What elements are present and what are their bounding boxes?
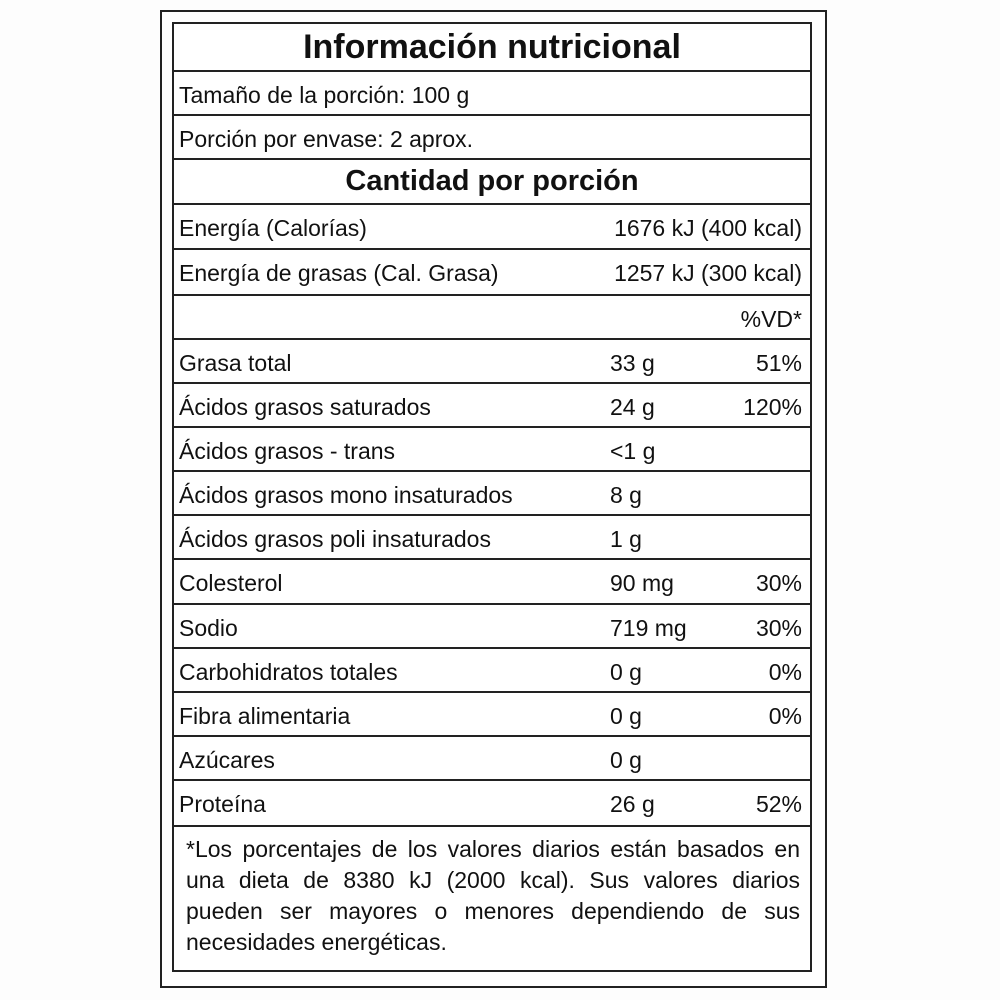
nutrient-amount: 26 g (610, 791, 655, 817)
table-title: Información nutricional (303, 28, 681, 66)
nutrient-label: Ácidos grasos poli insaturados (179, 526, 491, 552)
nutrient-label: Proteína (179, 791, 266, 817)
nutrient-amount: 0 g (610, 703, 642, 729)
nutrient-vd: 30% (755, 615, 802, 641)
nutrient-amount: 8 g (610, 482, 642, 508)
nutrient-row (174, 649, 810, 693)
energy-fat-value: 1257 kJ (300 kcal) (614, 260, 802, 286)
nutrient-amount: 0 g (610, 747, 642, 773)
nutrient-label: Grasa total (179, 350, 292, 376)
vd-header: %VD* (740, 306, 802, 332)
nutrient-label: Ácidos grasos saturados (179, 394, 431, 420)
nutrient-row (174, 472, 810, 516)
nutrient-label: Colesterol (179, 570, 283, 596)
nutrient-label: Azúcares (179, 747, 275, 773)
nutrient-label: Ácidos grasos mono insaturados (179, 482, 513, 508)
nutrition-facts-table (172, 22, 812, 972)
servings-per-container: Porción por envase: 2 aprox. (179, 126, 474, 152)
nutrient-amount: <1 g (610, 438, 656, 464)
nutrient-amount: 90 mg (610, 570, 674, 596)
nutrient-amount: 719 mg (610, 615, 687, 641)
nutrient-row (174, 560, 810, 605)
energy-fat-row (174, 250, 810, 296)
nutrient-vd: 0% (768, 703, 802, 729)
servings-per-container-row (174, 116, 810, 160)
energy-fat-label: Energía de grasas (Cal. Grasa) (179, 260, 499, 286)
nutrient-vd: 51% (755, 350, 802, 376)
nutrient-label: Ácidos grasos - trans (179, 438, 396, 464)
nutrient-vd: 0% (768, 659, 802, 685)
nutrient-row (174, 428, 810, 472)
amount-header-row (174, 160, 810, 205)
nutrient-label: Fibra alimentaria (179, 703, 351, 729)
footnote: *Los porcentajes de los valores diarios están basados en una dieta de 8380 kJ (2000 kcal). Sus valores diarios pueden ser mayores o menores dependiendo de sus necesidades energéticas. (186, 836, 800, 955)
nutrient-row (174, 737, 810, 781)
serving-size: Tamaño de la porción: 100 g (179, 82, 470, 108)
nutrient-amount: 33 g (610, 350, 655, 376)
nutrient-row (174, 693, 810, 737)
nutrient-amount: 0 g (610, 659, 642, 685)
nutrient-row (174, 605, 810, 649)
serving-size-row (174, 72, 810, 116)
energy-row (174, 205, 810, 250)
nutrient-row (174, 781, 810, 827)
vd-header-row (174, 296, 810, 340)
nutrient-amount: 24 g (610, 394, 655, 420)
nutrient-label: Carbohidratos totales (179, 659, 398, 685)
nutrient-row (174, 384, 810, 428)
nutrient-label: Sodio (179, 615, 238, 641)
amount-per-serving-header: Cantidad por porción (345, 165, 639, 197)
nutrient-row (174, 340, 810, 384)
nutrient-row (174, 516, 810, 560)
energy-value: 1676 kJ (400 kcal) (614, 215, 802, 241)
title-row (174, 24, 810, 72)
energy-label: Energía (Calorías) (179, 215, 367, 241)
nutrient-vd: 52% (755, 791, 802, 817)
nutrient-vd: 120% (743, 394, 802, 420)
nutrient-amount: 1 g (610, 526, 642, 552)
nutrient-vd: 30% (755, 570, 802, 596)
